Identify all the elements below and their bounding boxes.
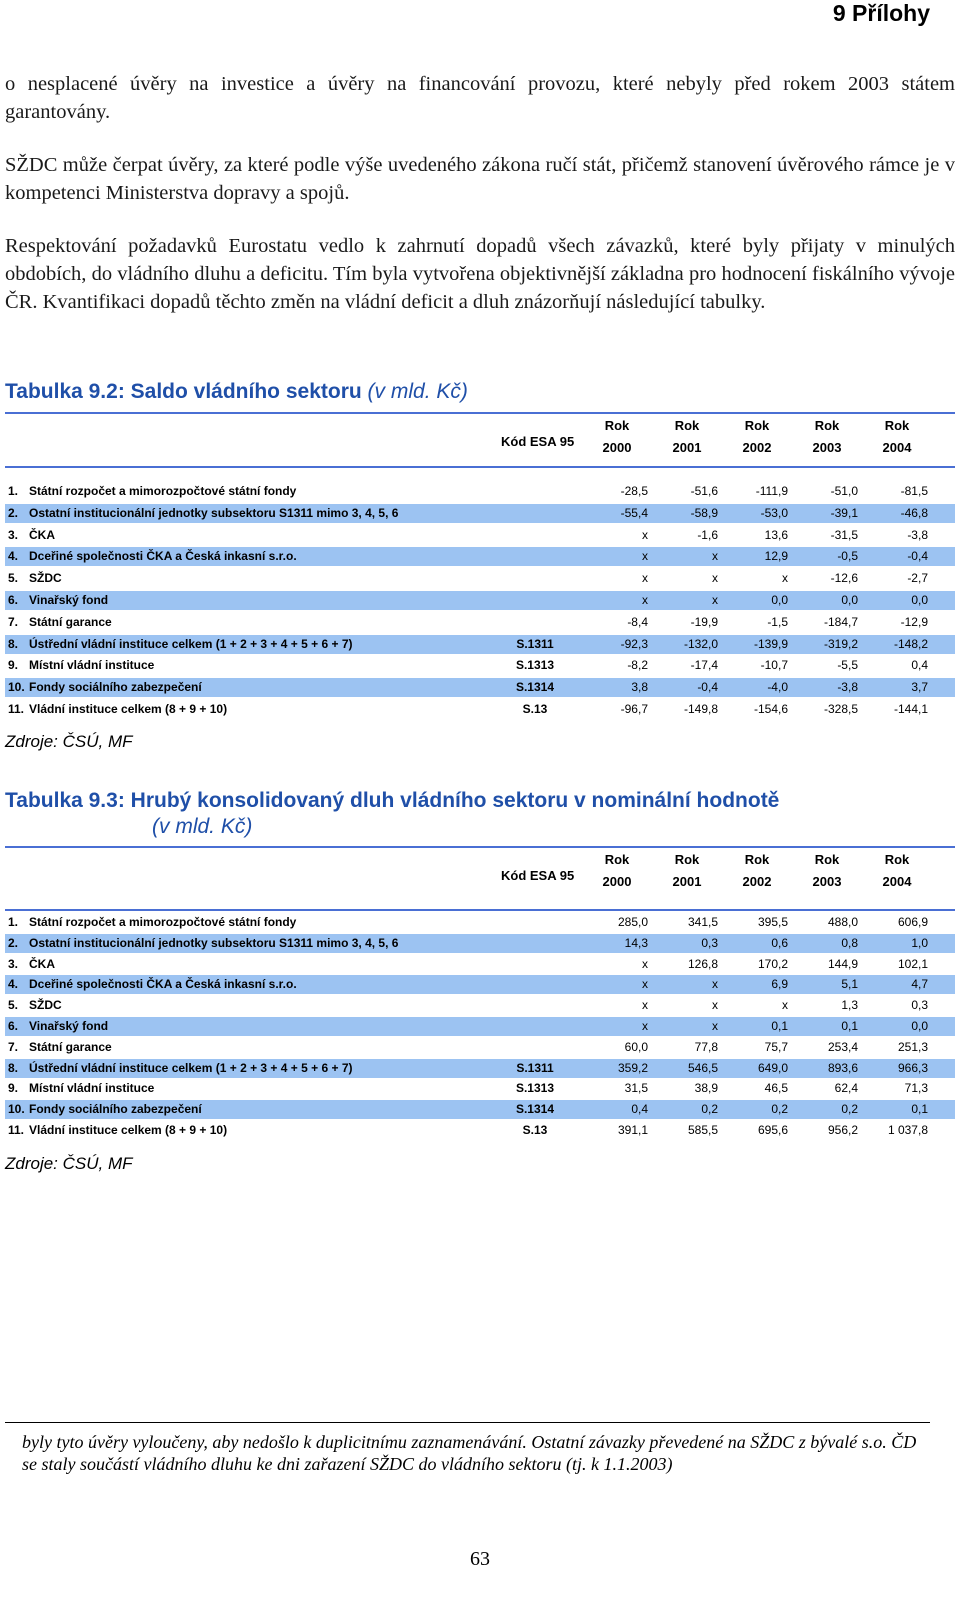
row-value: -8,2	[627, 658, 648, 673]
row-value: -319,2	[823, 636, 858, 651]
row-label: Ostatní institucionální jednotky subsektoru S1311 mimo 3, 4, 5, 6	[29, 935, 399, 950]
table-header-rule	[5, 466, 955, 468]
table-row	[5, 955, 955, 974]
year-label-0: Rok	[604, 418, 630, 433]
table-row	[5, 700, 955, 719]
row-number: 8.	[8, 636, 19, 651]
row-value: -8,4	[627, 614, 648, 629]
year-header-2: 2002	[742, 440, 772, 455]
row-value: x	[712, 593, 718, 607]
footnote: byly tyto úvěry vyloučeny, aby nedošlo k duplicitnímu zaznamenávání. Ostatní závazky převedené na SŽDC z bývalé s.o. ČD se staly součástí vládního dluhu ke dni zařazení SŽDC do vládního sektoru (tj. k 1.1.2003)	[22, 1432, 917, 1474]
row-label: Státní rozpočet a mimorozpočtové státní fondy	[29, 484, 297, 498]
row-value: -149,8	[683, 702, 718, 716]
row-label: ČKA	[29, 956, 55, 971]
table-row	[5, 1017, 955, 1036]
year-header-0: 2000	[602, 874, 632, 889]
row-value: 0,1	[911, 1102, 928, 1117]
row-value: 0,4	[631, 1102, 648, 1117]
row-value: 0,0	[911, 593, 928, 607]
row-number: 7.	[8, 1039, 19, 1054]
table-row	[5, 482, 955, 501]
row-value: x	[782, 571, 788, 586]
table-row	[5, 1100, 955, 1119]
year-header-4: 2004	[882, 874, 912, 889]
row-value: 3,7	[911, 680, 928, 695]
row-value: 391,1	[617, 1123, 648, 1137]
row-value: 4,7	[911, 977, 928, 992]
year-header-1: 2001	[672, 874, 702, 889]
table-row	[5, 504, 955, 523]
row-value: 31,5	[624, 1081, 648, 1096]
kod-esa-header: Kód ESA 95	[501, 868, 575, 883]
row-esa-code: S.13	[522, 702, 548, 716]
row-value: -19,9	[690, 614, 718, 629]
table-row	[5, 678, 955, 697]
row-value: 359,2	[617, 1060, 648, 1075]
row-value: 0,4	[911, 658, 928, 673]
chapter-header: 9 Přílohy	[832, 0, 930, 26]
table2-caption: Tabulka 9.3: Hrubý konsolidovaný dluh vládního sektoru v nominální hodnotě	[5, 789, 780, 812]
row-value: 0,0	[911, 1019, 928, 1033]
row-value: 0,2	[701, 1102, 718, 1117]
row-value: -12,9	[900, 614, 928, 629]
row-number: 9.	[8, 658, 19, 673]
row-value: 14,3	[624, 935, 648, 950]
year-label-4: Rok	[884, 418, 910, 433]
year-label-1: Rok	[674, 418, 700, 433]
row-label: SŽDC	[29, 998, 62, 1013]
year-label-3: Rok	[814, 418, 840, 433]
row-label: Ústřední vládní instituce celkem (1 + 2 + 3 + 4 + 5 + 6 + 7)	[29, 1060, 353, 1075]
row-value: 46,5	[764, 1081, 788, 1096]
row-value: x	[642, 549, 648, 564]
row-number: 2.	[8, 505, 19, 520]
row-value: -53,0	[760, 505, 788, 520]
row-number: 7.	[8, 614, 19, 629]
row-value: 126,8	[687, 956, 718, 971]
row-value: -0,5	[837, 549, 858, 564]
row-value: 966,3	[897, 1060, 928, 1075]
row-number: 10.	[8, 680, 25, 695]
row-value: -139,9	[753, 636, 788, 651]
table-row	[5, 656, 955, 675]
table2-source: Zdroje: ČSÚ, MF	[5, 1154, 133, 1173]
row-label: Místní vládní instituce	[29, 1081, 155, 1096]
row-value: 6,9	[771, 977, 788, 992]
table-row	[5, 996, 955, 1015]
row-value: x	[712, 549, 718, 564]
row-value: -3,8	[837, 680, 858, 695]
year-label-0: Rok	[604, 852, 630, 867]
table2-unit: (v mld. Kč)	[152, 815, 253, 838]
row-label: SŽDC	[29, 571, 62, 586]
paragraph-2: SŽDC může čerpat úvěry, za které podle výše uvedeného zákona ručí stát, přičemž stanovení úvěrového rámce je v kompetenci Ministerstva dopravy a spojů.	[5, 154, 955, 204]
row-number: 6.	[8, 593, 19, 607]
row-value: -51,0	[830, 484, 858, 498]
row-value: -148,2	[893, 636, 928, 651]
row-value: 0,6	[771, 935, 788, 950]
row-label: Vládní instituce celkem (8 + 9 + 10)	[29, 702, 228, 716]
paragraph-3: Respektování požadavků Eurostatu vedlo k zahrnutí dopadů všech závazků, které byly přijaty v minulých obdobích, do vládního dluhu a deficitu. Tím byla vytvořena objektivnější základna pro hodnocení fiskálního vývoje ČR. Kvantifikaci dopadů těchto změn na vládní deficit a dluh znázorňují následující tabulky.	[5, 235, 955, 313]
table-row	[5, 635, 955, 654]
row-value: -12,6	[830, 571, 858, 586]
table-row	[5, 1038, 955, 1057]
row-value: -81,5	[900, 484, 928, 498]
table-row	[5, 1121, 955, 1140]
row-value: -328,5	[823, 702, 858, 716]
row-value: 144,9	[827, 956, 858, 971]
row-number: 11.	[8, 1123, 25, 1137]
row-value: 1,0	[911, 935, 928, 950]
row-value: 170,2	[757, 956, 788, 971]
table-row	[5, 591, 955, 610]
table-row	[5, 913, 955, 932]
table1-source: Zdroje: ČSÚ, MF	[5, 732, 133, 751]
row-value: -58,9	[690, 505, 718, 520]
row-value: -111,9	[755, 484, 788, 498]
year-label-2: Rok	[744, 418, 770, 433]
table1-caption	[5, 380, 468, 404]
row-value: -4,0	[767, 680, 788, 695]
row-value: -0,4	[697, 680, 718, 695]
row-value: -92,3	[620, 636, 648, 651]
row-label: ČKA	[29, 527, 55, 542]
kod-esa-header: Kód ESA 95	[501, 434, 575, 449]
row-number: 10.	[8, 1102, 25, 1117]
row-value: -144,1	[893, 702, 928, 716]
row-value: 38,9	[694, 1081, 718, 1096]
table-header-rule	[5, 909, 955, 911]
row-value: 0,2	[841, 1102, 858, 1117]
row-number: 9.	[8, 1081, 19, 1096]
row-value: 0,1	[841, 1019, 858, 1033]
row-value: -55,4	[620, 505, 648, 520]
row-value: -3,8	[907, 527, 928, 542]
row-number: 3.	[8, 956, 19, 971]
row-label: Fondy sociálního zabezpečení	[29, 680, 202, 695]
row-value: 71,3	[904, 1081, 928, 1096]
row-value: 1,3	[841, 998, 858, 1013]
table-top-rule	[5, 412, 955, 414]
table1-unit: (v mld. Kč)	[367, 380, 468, 403]
row-number: 4.	[8, 549, 19, 564]
row-value: -17,4	[690, 658, 718, 673]
row-label: Státní garance	[29, 1039, 112, 1054]
row-value: 62,4	[834, 1081, 858, 1096]
row-value: 13,6	[764, 527, 788, 542]
row-value: x	[642, 571, 648, 586]
row-value: 285,0	[617, 915, 648, 929]
row-value: x	[642, 593, 648, 607]
row-value: 253,4	[827, 1039, 858, 1054]
row-number: 6.	[8, 1019, 19, 1033]
row-value: -28,5	[620, 484, 648, 498]
row-number: 3.	[8, 527, 19, 542]
row-value: 341,5	[687, 915, 718, 929]
row-value: -5,5	[837, 658, 858, 673]
row-value: 5,1	[841, 977, 858, 992]
row-value: 0,0	[841, 593, 858, 607]
row-number: 2.	[8, 935, 19, 950]
year-header-2: 2002	[742, 874, 772, 889]
row-esa-code: S.1314	[515, 1102, 555, 1117]
row-value: 585,5	[687, 1123, 718, 1137]
row-number: 1.	[8, 915, 19, 929]
row-value: 0,0	[771, 593, 788, 607]
table-row	[5, 613, 955, 632]
row-label: Dceřiné společnosti ČKA a Česká inkasní s.r.o.	[29, 977, 297, 992]
row-number: 1.	[8, 484, 19, 498]
row-label: Vinařský fond	[29, 593, 109, 607]
row-value: x	[712, 977, 718, 992]
row-esa-code: S.1311	[516, 1060, 554, 1075]
page-number: 63	[470, 1548, 490, 1570]
row-value: 12,9	[764, 549, 788, 564]
row-value: 60,0	[624, 1039, 648, 1054]
year-label-3: Rok	[814, 852, 840, 867]
row-value: -51,6	[690, 484, 718, 498]
row-value: x	[642, 998, 648, 1013]
row-value: 77,8	[694, 1039, 718, 1054]
year-header-3: 2003	[812, 440, 842, 455]
footnote-divider	[5, 1422, 930, 1423]
row-value: x	[642, 977, 648, 992]
row-esa-code: S.13	[522, 1123, 548, 1137]
row-value: x	[642, 956, 648, 971]
row-value: 0,8	[841, 935, 858, 950]
row-label: Ústřední vládní instituce celkem (1 + 2 + 3 + 4 + 5 + 6 + 7)	[29, 636, 353, 651]
row-value: 893,6	[827, 1060, 858, 1075]
row-value: 956,2	[827, 1123, 858, 1137]
row-number: 5.	[8, 998, 19, 1013]
row-number: 4.	[8, 977, 19, 992]
year-label-4: Rok	[884, 852, 910, 867]
row-value: x	[782, 998, 788, 1013]
row-label: Fondy sociálního zabezpečení	[29, 1102, 202, 1117]
row-value: -132,0	[683, 636, 718, 651]
row-label: Vinařský fond	[29, 1019, 109, 1033]
row-esa-code: S.1314	[515, 680, 555, 695]
row-number: 8.	[8, 1060, 19, 1075]
row-label: Ostatní institucionální jednotky subsektoru S1311 mimo 3, 4, 5, 6	[29, 505, 399, 520]
year-header-0: 2000	[602, 440, 632, 455]
row-value: 251,3	[897, 1039, 928, 1054]
row-value: x	[642, 1019, 648, 1033]
row-label: Dceřiné společnosti ČKA a Česká inkasní s.r.o.	[29, 549, 297, 564]
year-label-1: Rok	[674, 852, 700, 867]
row-number: 11.	[8, 702, 25, 716]
row-value: 1 037,8	[887, 1123, 928, 1137]
row-value: x	[712, 1019, 718, 1033]
table-row	[5, 526, 955, 545]
row-esa-code: S.1311	[516, 636, 554, 651]
row-value: -46,8	[900, 505, 928, 520]
table1-title: Tabulka 9.2: Saldo vládního sektoru	[5, 380, 362, 403]
row-value: -31,5	[830, 527, 858, 542]
row-label: Místní vládní instituce	[29, 658, 155, 673]
table-row	[5, 975, 955, 994]
row-esa-code: S.1313	[515, 1081, 555, 1096]
row-value: x	[712, 998, 718, 1013]
row-esa-code: S.1313	[515, 658, 555, 673]
row-value: -1,6	[697, 527, 718, 542]
table-top-rule	[5, 846, 955, 848]
row-value: -10,7	[760, 658, 788, 673]
table-row	[5, 1059, 955, 1078]
row-label: Státní rozpočet a mimorozpočtové státní fondy	[29, 915, 297, 929]
row-value: 102,1	[897, 956, 928, 971]
row-label: Vládní instituce celkem (8 + 9 + 10)	[29, 1123, 228, 1137]
row-value: 75,7	[764, 1039, 788, 1054]
row-value: 0,3	[701, 935, 718, 950]
year-label-2: Rok	[744, 852, 770, 867]
table-row	[5, 934, 955, 953]
row-value: -96,7	[620, 702, 648, 716]
row-value: 0,2	[771, 1102, 788, 1117]
row-value: 546,5	[687, 1060, 718, 1075]
row-value: -0,4	[907, 549, 928, 564]
row-value: -184,7	[823, 614, 858, 629]
row-value: 649,0	[757, 1060, 788, 1075]
year-header-1: 2001	[672, 440, 702, 455]
table-row	[5, 569, 955, 588]
year-header-4: 2004	[882, 440, 912, 455]
row-number: 5.	[8, 571, 19, 586]
row-value: 695,6	[757, 1123, 788, 1137]
row-value: -2,7	[907, 571, 928, 586]
row-value: 0,3	[911, 998, 928, 1013]
paragraph-1: o nesplacené úvěry na investice a úvěry na financování provozu, které nebyly před rokem 2003 státem garantovány.	[5, 73, 955, 123]
table-row	[5, 1079, 955, 1098]
row-value: x	[642, 527, 648, 542]
row-value: -39,1	[830, 505, 858, 520]
row-label: Státní garance	[29, 614, 112, 629]
row-value: 0,1	[771, 1019, 788, 1033]
row-value: 395,5	[757, 915, 788, 929]
year-header-3: 2003	[812, 874, 842, 889]
row-value: 3,8	[631, 680, 648, 695]
row-value: 488,0	[827, 915, 858, 929]
table-row	[5, 547, 955, 566]
row-value: -1,5	[767, 614, 788, 629]
row-value: x	[712, 571, 718, 586]
row-value: -154,6	[753, 702, 788, 716]
row-value: 606,9	[897, 915, 928, 929]
